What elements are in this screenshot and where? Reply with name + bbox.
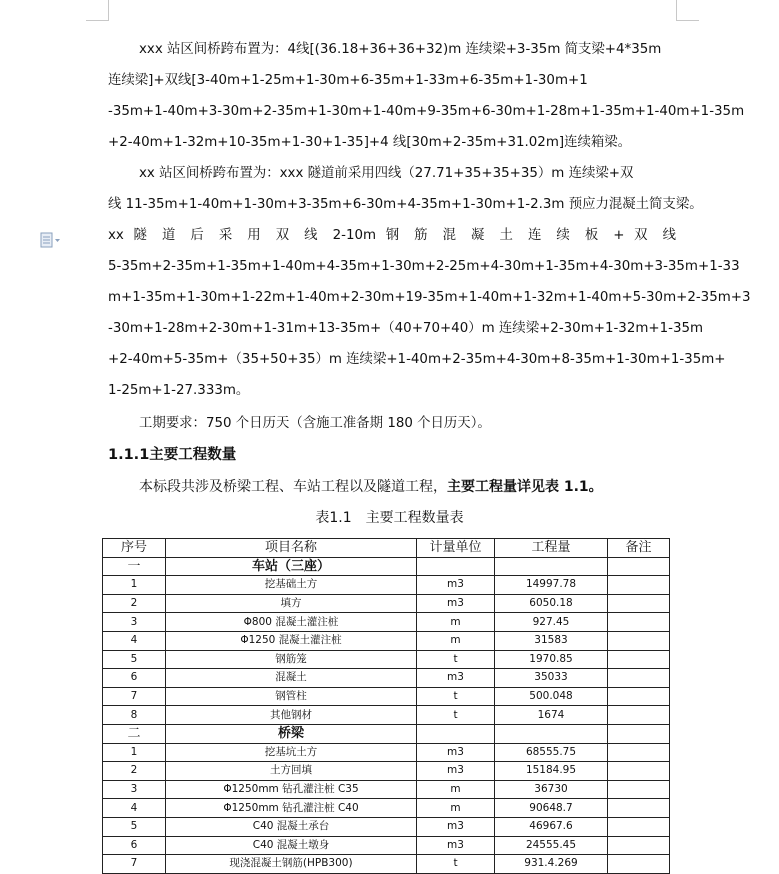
table-cell: 4 — [103, 631, 166, 650]
table-cell: 挖基坑土方 — [166, 743, 417, 762]
table-cell: m3 — [417, 594, 495, 613]
table-row — [103, 631, 670, 650]
intro-paragraph — [139, 473, 603, 501]
table-cell: t — [417, 650, 495, 669]
table-cell: 挖基础土方 — [166, 576, 417, 595]
table-cell: 14997.78 — [495, 576, 608, 595]
table-cell: 931.4.269 — [495, 855, 608, 874]
header-cell: 工程量 — [495, 539, 608, 558]
table-section-row — [103, 557, 670, 576]
table-cell: 1674 — [495, 706, 608, 725]
table-cell: 混凝土 — [166, 669, 417, 688]
table-cell: 1970.85 — [495, 650, 608, 669]
text-line: 工期要求：750 个日历天（含施工准备期 180 个日历天）。 — [139, 416, 491, 431]
table-cell: 3 — [103, 613, 166, 632]
table-cell: 1 — [103, 576, 166, 595]
table-cell: Φ1250 混凝土灌注桩 — [166, 631, 417, 650]
empty-cell — [417, 724, 495, 743]
table-row — [103, 576, 670, 595]
table-row — [103, 743, 670, 762]
table-row — [103, 836, 670, 855]
table-row — [103, 817, 670, 836]
table-cell: 15184.95 — [495, 762, 608, 781]
table-cell: 2 — [103, 762, 166, 781]
table-cell: 36730 — [495, 780, 608, 799]
section-number-cell: 二 — [103, 724, 166, 743]
section-name-cell: 车站（三座） — [166, 557, 417, 576]
text-line: -30m+1-28m+2-30m+1-31m+13-35m+（40+70+40）m 连续梁+2-30m+1-32m+1-35m — [108, 321, 704, 336]
header-cell: 项目名称 — [166, 539, 417, 558]
table-cell: 2 — [103, 594, 166, 613]
table-cell: 6050.18 — [495, 594, 608, 613]
table-cell: m3 — [417, 743, 495, 762]
table-cell: 8 — [103, 706, 166, 725]
paragraph-schedule — [108, 408, 676, 439]
table-cell: 现浇混凝土钢筋(HPB300) — [166, 855, 417, 874]
table-cell: 24555.45 — [495, 836, 608, 855]
table-cell: m3 — [417, 762, 495, 781]
table-cell: m3 — [417, 836, 495, 855]
text-line: +2-40m+1-32m+10-35m+1-30+1-35]+4 线[30m+2-35m+31.02m]连续箱梁。 — [108, 135, 632, 150]
table-cell: 3 — [103, 780, 166, 799]
text-line: 1-25m+1-27.333m。 — [108, 383, 250, 398]
section-heading: 1.1.1主要工程数量 — [108, 447, 237, 463]
section-number-cell: 一 — [103, 557, 166, 576]
text-line: m+1-35m+1-30m+1-22m+1-40m+2-30m+19-35m+1-40m+1-32m+1-40m+5-30m+2-35m+3 — [108, 290, 751, 305]
table-cell — [608, 576, 670, 595]
table-cell — [608, 743, 670, 762]
table-cell: m3 — [417, 817, 495, 836]
table-cell: 土方回填 — [166, 762, 417, 781]
empty-cell — [608, 557, 670, 576]
table-cell: 6 — [103, 669, 166, 688]
table-cell: Φ800 混凝土灌注桩 — [166, 613, 417, 632]
table-cell — [608, 817, 670, 836]
table-cell — [608, 613, 670, 632]
table-row — [103, 594, 670, 613]
section-name-cell: 桥梁 — [166, 724, 417, 743]
table-cell: 68555.75 — [495, 743, 608, 762]
table-cell: C40 混凝土承台 — [166, 817, 417, 836]
table-cell — [608, 669, 670, 688]
empty-cell — [495, 557, 608, 576]
table-header-row — [103, 539, 670, 558]
table-cell: 7 — [103, 687, 166, 706]
table-row — [103, 687, 670, 706]
table-section-row — [103, 724, 670, 743]
table-cell: m — [417, 799, 495, 818]
table-row — [103, 780, 670, 799]
table-cell — [608, 650, 670, 669]
table-cell: 6 — [103, 836, 166, 855]
table-row — [103, 706, 670, 725]
table-cell — [608, 855, 670, 874]
header-cell: 备注 — [608, 539, 670, 558]
table-cell: Φ1250mm 钻孔灌注桩 C35 — [166, 780, 417, 799]
table-cell: 90648.7 — [495, 799, 608, 818]
table-cell — [608, 836, 670, 855]
table-cell: 46967.6 — [495, 817, 608, 836]
table-row — [103, 650, 670, 669]
text-line: 5-35m+2-35m+1-35m+1-40m+4-35m+1-30m+2-25m+4-30m+1-35m+4-30m+3-35m+1-33 — [108, 259, 740, 274]
table-cell: 1 — [103, 743, 166, 762]
table-cell: 其他钢材 — [166, 706, 417, 725]
table-row — [103, 613, 670, 632]
table-cell: 7 — [103, 855, 166, 874]
intro-text: 本标段共涉及桥梁工程、车站工程以及隧道工程， — [139, 479, 447, 495]
table-cell: C40 混凝土墩身 — [166, 836, 417, 855]
table-cell: t — [417, 687, 495, 706]
table-cell — [608, 631, 670, 650]
table-cell: 5 — [103, 650, 166, 669]
table-cell: m — [417, 631, 495, 650]
table-cell: t — [417, 855, 495, 874]
table-cell: 5 — [103, 817, 166, 836]
text-line: +2-40m+5-35m+（35+50+35）m 连续梁+1-40m+2-35m+4-30m+8-35m+1-30m+1-35m+ — [108, 352, 726, 367]
empty-cell — [495, 724, 608, 743]
table-cell: m — [417, 780, 495, 799]
text-line: 连续梁]+双线[3-40m+1-25m+1-30m+6-35m+1-33m+6-35m+1-30m+1 — [108, 73, 588, 88]
table-cell: 31583 — [495, 631, 608, 650]
table-cell: 钢管柱 — [166, 687, 417, 706]
paragraph-bridge-span-2 — [108, 158, 751, 406]
table-cell — [608, 799, 670, 818]
table-cell — [608, 780, 670, 799]
page-margin-corner-right — [676, 0, 699, 21]
table-cell: 927.45 — [495, 613, 608, 632]
table-row — [103, 855, 670, 874]
page-margin-corner-left — [86, 0, 109, 21]
table-cell: 35033 — [495, 669, 608, 688]
table-cell — [608, 762, 670, 781]
table-caption: 表1.1 主要工程数量表 — [315, 510, 464, 526]
quantity-table — [102, 538, 670, 874]
table-cell: Φ1250mm 钻孔灌注桩 C40 — [166, 799, 417, 818]
text-line: xx 站区间桥跨布置为：xxx 隧道前采用四线（27.71+35+35+35）m 连续梁+双 — [139, 166, 634, 181]
table-cell — [608, 687, 670, 706]
text-line: -35m+1-40m+3-30m+2-35m+1-30m+1-40m+9-35m+6-30m+1-28m+1-35m+1-40m+1-35m — [108, 104, 745, 119]
table-body — [103, 557, 670, 873]
table-row — [103, 762, 670, 781]
header-cell: 计量单位 — [417, 539, 495, 558]
table-cell — [608, 594, 670, 613]
table-row — [103, 799, 670, 818]
header-cell: 序号 — [103, 539, 166, 558]
text-line: xx 隧 道 后 采 用 双 线 2-10m 钢 筋 混 凝 土 连 续 板 + 双 线 — [108, 228, 676, 243]
table-cell — [608, 706, 670, 725]
text-line: 线 11-35m+1-40m+1-30m+3-35m+6-30m+4-35m+1-30m+1-2.3m 预应力混凝土简支梁。 — [108, 197, 703, 212]
table-cell: m3 — [417, 669, 495, 688]
table-cell: 填方 — [166, 594, 417, 613]
intro-bold-text: 主要工程量详见表 1.1。 — [447, 479, 603, 495]
table-cell: m — [417, 613, 495, 632]
empty-cell — [608, 724, 670, 743]
table-cell: m3 — [417, 576, 495, 595]
table-row — [103, 669, 670, 688]
table-cell: t — [417, 706, 495, 725]
table-cell: 钢筋笼 — [166, 650, 417, 669]
paragraph-options-icon[interactable] — [40, 232, 62, 248]
table-cell: 4 — [103, 799, 166, 818]
empty-cell — [417, 557, 495, 576]
table-cell: 500.048 — [495, 687, 608, 706]
paragraph-bridge-span-1 — [108, 34, 745, 158]
text-line: xxx 站区间桥跨布置为：4线[(36.18+36+36+32)m 连续梁+3-35m 简支梁+4*35m — [139, 42, 662, 57]
